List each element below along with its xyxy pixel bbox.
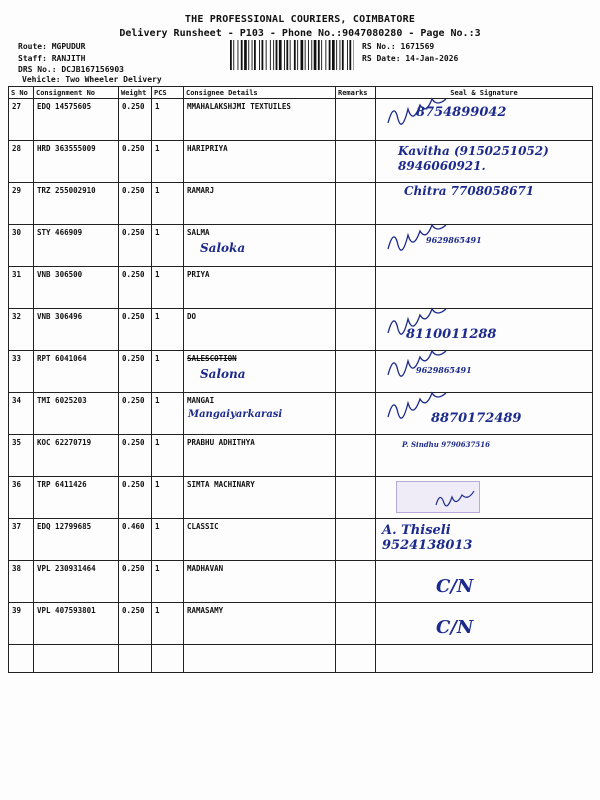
company-title: THE PROFESSIONAL COURIERS, COIMBATORE	[184, 14, 416, 25]
signature-cell	[376, 393, 593, 435]
consignment-number: EDQ 12799685	[34, 519, 119, 561]
remarks-cell	[336, 519, 376, 561]
signature-text: 8870172489	[431, 411, 522, 426]
signature-text: Chitra 7708058671	[404, 184, 535, 198]
signature-text: C/N	[436, 617, 474, 638]
table-row	[9, 519, 593, 561]
col-pcs-header: PCS	[152, 87, 184, 99]
remarks-cell	[336, 351, 376, 393]
table-row	[9, 351, 593, 393]
consignment-number: TRZ 255002910	[34, 183, 119, 225]
row-weight: 0.250	[119, 393, 152, 435]
signature-text: 9629865491	[416, 365, 472, 375]
row-sno: 33	[9, 351, 34, 393]
consignee-name: MADHAVAN	[184, 561, 336, 603]
consignment-number: KOC 62270719	[34, 435, 119, 477]
row-pcs: 1	[152, 267, 184, 309]
consignment-number: VNB 306496	[34, 309, 119, 351]
consignee-name: MANGAI Mangaiyarkarasi	[184, 393, 336, 435]
row-pcs: 1	[152, 351, 184, 393]
remarks-cell	[336, 99, 376, 141]
row-pcs: 1	[152, 309, 184, 351]
remarks-cell	[336, 141, 376, 183]
signature-text: P. Sindhu 9790637516	[402, 440, 490, 449]
row-pcs: 1	[152, 603, 184, 645]
row-pcs: 1	[152, 99, 184, 141]
signature-cell	[376, 267, 593, 309]
signature-text: 8110011288	[406, 327, 497, 342]
empty-cell	[376, 645, 593, 673]
table-header-row	[9, 87, 593, 99]
signature-scribble	[376, 351, 593, 391]
signature-cell	[376, 309, 593, 351]
row-weight: 0.250	[119, 267, 152, 309]
consignment-number: STY 466909	[34, 225, 119, 267]
row-pcs: 1	[152, 141, 184, 183]
row-sno: 32	[9, 309, 34, 351]
consignee-name: HARIPRIYA	[184, 141, 336, 183]
row-pcs: 1	[152, 561, 184, 603]
row-pcs: 1	[152, 225, 184, 267]
remarks-cell	[336, 435, 376, 477]
empty-cell	[9, 645, 34, 673]
table-row	[9, 99, 593, 141]
row-sno: 28	[9, 141, 34, 183]
staff-label: Staff: RANJITH	[18, 54, 86, 63]
table-row	[9, 309, 593, 351]
row-sno: 36	[9, 477, 34, 519]
row-sno: 27	[9, 99, 34, 141]
consignee-name: SALMA Saloka	[184, 225, 336, 267]
signature-cell	[376, 435, 593, 477]
col-signature-header: Seal & Signature	[376, 87, 593, 99]
col-sno-header: S No	[9, 87, 34, 99]
empty-cell	[152, 645, 184, 673]
remarks-cell	[336, 561, 376, 603]
row-weight: 0.250	[119, 477, 152, 519]
consignee-name: RAMARJ	[184, 183, 336, 225]
remarks-cell	[336, 477, 376, 519]
signature-text: A. Thiseli 9524138013	[382, 523, 473, 553]
row-sno: 38	[9, 561, 34, 603]
row-weight: 0.250	[119, 603, 152, 645]
remarks-cell	[336, 603, 376, 645]
consignee-name: PRIYA	[184, 267, 336, 309]
route-label: Route: MGPUDUR	[18, 42, 86, 51]
signature-cell	[376, 561, 593, 603]
table-row	[9, 393, 593, 435]
signature-cell	[376, 603, 593, 645]
table-row	[9, 435, 593, 477]
table-row	[9, 141, 593, 183]
row-weight: 0.250	[119, 225, 152, 267]
row-sno: 34	[9, 393, 34, 435]
signature-cell	[376, 141, 593, 183]
row-pcs: 1	[152, 393, 184, 435]
signature-cell	[376, 351, 593, 393]
row-sno: 30	[9, 225, 34, 267]
signature-cell	[376, 477, 593, 519]
consignee-name: RAMASAMY	[184, 603, 336, 645]
consignment-number: VPL 407593801	[34, 603, 119, 645]
table-row	[9, 267, 593, 309]
remarks-cell	[336, 225, 376, 267]
vehicle-label: Vehicle: Two Wheeler Delivery	[22, 75, 162, 84]
row-weight: 0.250	[119, 309, 152, 351]
consignment-number: EDQ 14575605	[34, 99, 119, 141]
row-weight: 0.250	[119, 99, 152, 141]
row-pcs: 1	[152, 435, 184, 477]
remarks-cell	[336, 309, 376, 351]
empty-cell	[119, 645, 152, 673]
handwritten-note: Saloka	[200, 241, 246, 255]
row-weight: 0.250	[119, 351, 152, 393]
consignee-name: DO	[184, 309, 336, 351]
handwritten-note: Salona	[200, 367, 246, 381]
consignee-name: CLASSIC	[184, 519, 336, 561]
runsheet-table	[8, 86, 593, 673]
remarks-cell	[336, 183, 376, 225]
row-sno: 35	[9, 435, 34, 477]
consignment-number: TRP 6411426	[34, 477, 119, 519]
row-sno: 39	[9, 603, 34, 645]
rs-number: RS No.: 1671569	[362, 42, 435, 51]
signature-scribble	[376, 477, 593, 517]
row-pcs: 1	[152, 519, 184, 561]
signature-cell	[376, 183, 593, 225]
consignee-name: MMAHALAKSHJMI TEXTUILES	[184, 99, 336, 141]
row-weight: 0.250	[119, 435, 152, 477]
signature-text: C/N	[436, 576, 474, 597]
col-weight-header: Weight	[119, 87, 152, 99]
empty-cell	[336, 645, 376, 673]
drs-label: DRS No.: DCJB167156903	[18, 65, 124, 74]
consignment-number: HRD 363555009	[34, 141, 119, 183]
remarks-cell	[336, 267, 376, 309]
row-weight: 0.250	[119, 561, 152, 603]
signature-text: 8754899042	[416, 105, 507, 120]
row-sno: 31	[9, 267, 34, 309]
consignment-number: TMI 6025203	[34, 393, 119, 435]
table-row	[9, 603, 593, 645]
table-row	[9, 225, 593, 267]
remarks-cell	[336, 393, 376, 435]
col-consignment-header: Consignment No	[34, 87, 119, 99]
runsheet-title: Delivery Runsheet - P103 - Phone No.:9047080280 - Page No.:3	[119, 28, 481, 39]
table-row	[9, 561, 593, 603]
row-weight: 0.250	[119, 183, 152, 225]
row-sno: 37	[9, 519, 34, 561]
row-weight: 0.460	[119, 519, 152, 561]
signature-text: Kavitha (9150251052) 8946060921.	[398, 144, 549, 173]
empty-cell	[34, 645, 119, 673]
row-sno: 29	[9, 183, 34, 225]
consignee-name: PRABHU ADHITHYA	[184, 435, 336, 477]
barcode-image	[230, 40, 354, 70]
col-remarks-header: Remarks	[336, 87, 376, 99]
consignee-name: SALESCOTION Salona	[184, 351, 336, 393]
consignment-number: RPT 6041064	[34, 351, 119, 393]
signature-text: 9629865491	[426, 235, 482, 245]
table-row	[9, 477, 593, 519]
signature-cell	[376, 99, 593, 141]
col-consignee-header: Consignee Details	[184, 87, 336, 99]
rs-date: RS Date: 14-Jan-2026	[362, 54, 459, 63]
consignment-number: VNB 306500	[34, 267, 119, 309]
row-pcs: 1	[152, 183, 184, 225]
signature-cell	[376, 519, 593, 561]
row-pcs: 1	[152, 477, 184, 519]
empty-row	[9, 645, 593, 673]
consignment-number: VPL 230931464	[34, 561, 119, 603]
table-row	[9, 183, 593, 225]
signature-scribble	[376, 225, 593, 265]
empty-cell	[184, 645, 336, 673]
handwritten-note: Mangaiyarkarasi	[188, 409, 283, 420]
consignee-name: SIMTA MACHINARY	[184, 477, 336, 519]
row-weight: 0.250	[119, 141, 152, 183]
signature-cell	[376, 225, 593, 267]
